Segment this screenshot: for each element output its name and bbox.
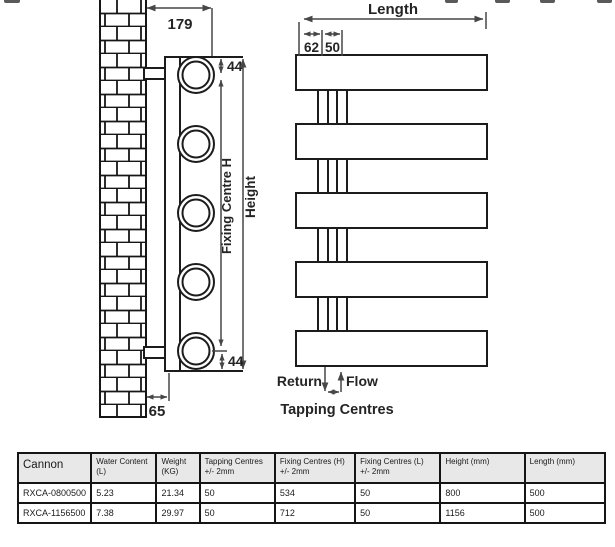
wall-bracket-bottom bbox=[144, 347, 165, 358]
table-row-model-2 bbox=[18, 503, 605, 523]
length-value: 500 bbox=[525, 503, 605, 523]
front-view bbox=[277, 1, 487, 418]
wall-bracket-top bbox=[144, 68, 165, 79]
tapping-centres-value: 50 bbox=[200, 483, 275, 503]
tube-cross-sections bbox=[178, 57, 214, 369]
dim-44-bottom-value: 44 bbox=[228, 353, 244, 369]
side-view bbox=[100, 0, 258, 420]
dim-50-value: 50 bbox=[324, 40, 341, 55]
height-value: 1156 bbox=[440, 503, 524, 523]
col-header-brand: Cannon bbox=[18, 453, 91, 483]
table-row-model-1 bbox=[18, 483, 605, 503]
col-header-height: Height (mm) bbox=[440, 453, 524, 483]
water-content-value: 7.38 bbox=[91, 503, 156, 523]
return-label: Return bbox=[276, 373, 322, 389]
length-label: Length bbox=[368, 1, 418, 18]
fixing-centre-label: Fixing Centre H bbox=[219, 157, 234, 255]
dim-62-value: 62 bbox=[303, 40, 320, 55]
spec-table-container bbox=[17, 452, 606, 524]
height-value: 800 bbox=[440, 483, 524, 503]
tapping-centres-value: 50 bbox=[200, 503, 275, 523]
col-header-weight: Weight (KG) bbox=[156, 453, 199, 483]
tapping-centres-label: Tapping Centres bbox=[280, 402, 394, 418]
fixing-centres-l-value: 50 bbox=[355, 503, 440, 523]
fixing-centres-l-value: 50 bbox=[355, 483, 440, 503]
weight-value: 29.97 bbox=[156, 503, 199, 523]
spec-table bbox=[17, 452, 606, 524]
dim-65-value: 65 bbox=[148, 403, 166, 420]
col-header-water-content: Water Content (L) bbox=[91, 453, 156, 483]
weight-value: 21.34 bbox=[156, 483, 199, 503]
fixing-centres-h-value: 712 bbox=[275, 503, 355, 523]
flow-label: Flow bbox=[346, 373, 378, 389]
col-header-length: Length (mm) bbox=[525, 453, 605, 483]
col-header-fixing-centres-h: Fixing Centres (H) +/- 2mm bbox=[275, 453, 355, 483]
height-label: Height bbox=[243, 176, 258, 218]
dim-65 bbox=[147, 373, 169, 401]
model-code: RXCA-1156500 bbox=[18, 503, 91, 523]
fixing-centres-h-value: 534 bbox=[275, 483, 355, 503]
model-code: RXCA-0800500 bbox=[18, 483, 91, 503]
dim-44-top-value: 44 bbox=[227, 58, 243, 74]
dim-depth-value: 179 bbox=[167, 16, 193, 33]
spec-table-header-row bbox=[18, 453, 605, 483]
brick-wall bbox=[100, 0, 146, 417]
water-content-value: 5.23 bbox=[91, 483, 156, 503]
col-header-tapping-centres: Tapping Centres +/- 2mm bbox=[200, 453, 275, 483]
length-value: 500 bbox=[525, 483, 605, 503]
col-header-fixing-centres-l: Fixing Centres (L) +/- 2mm bbox=[355, 453, 440, 483]
